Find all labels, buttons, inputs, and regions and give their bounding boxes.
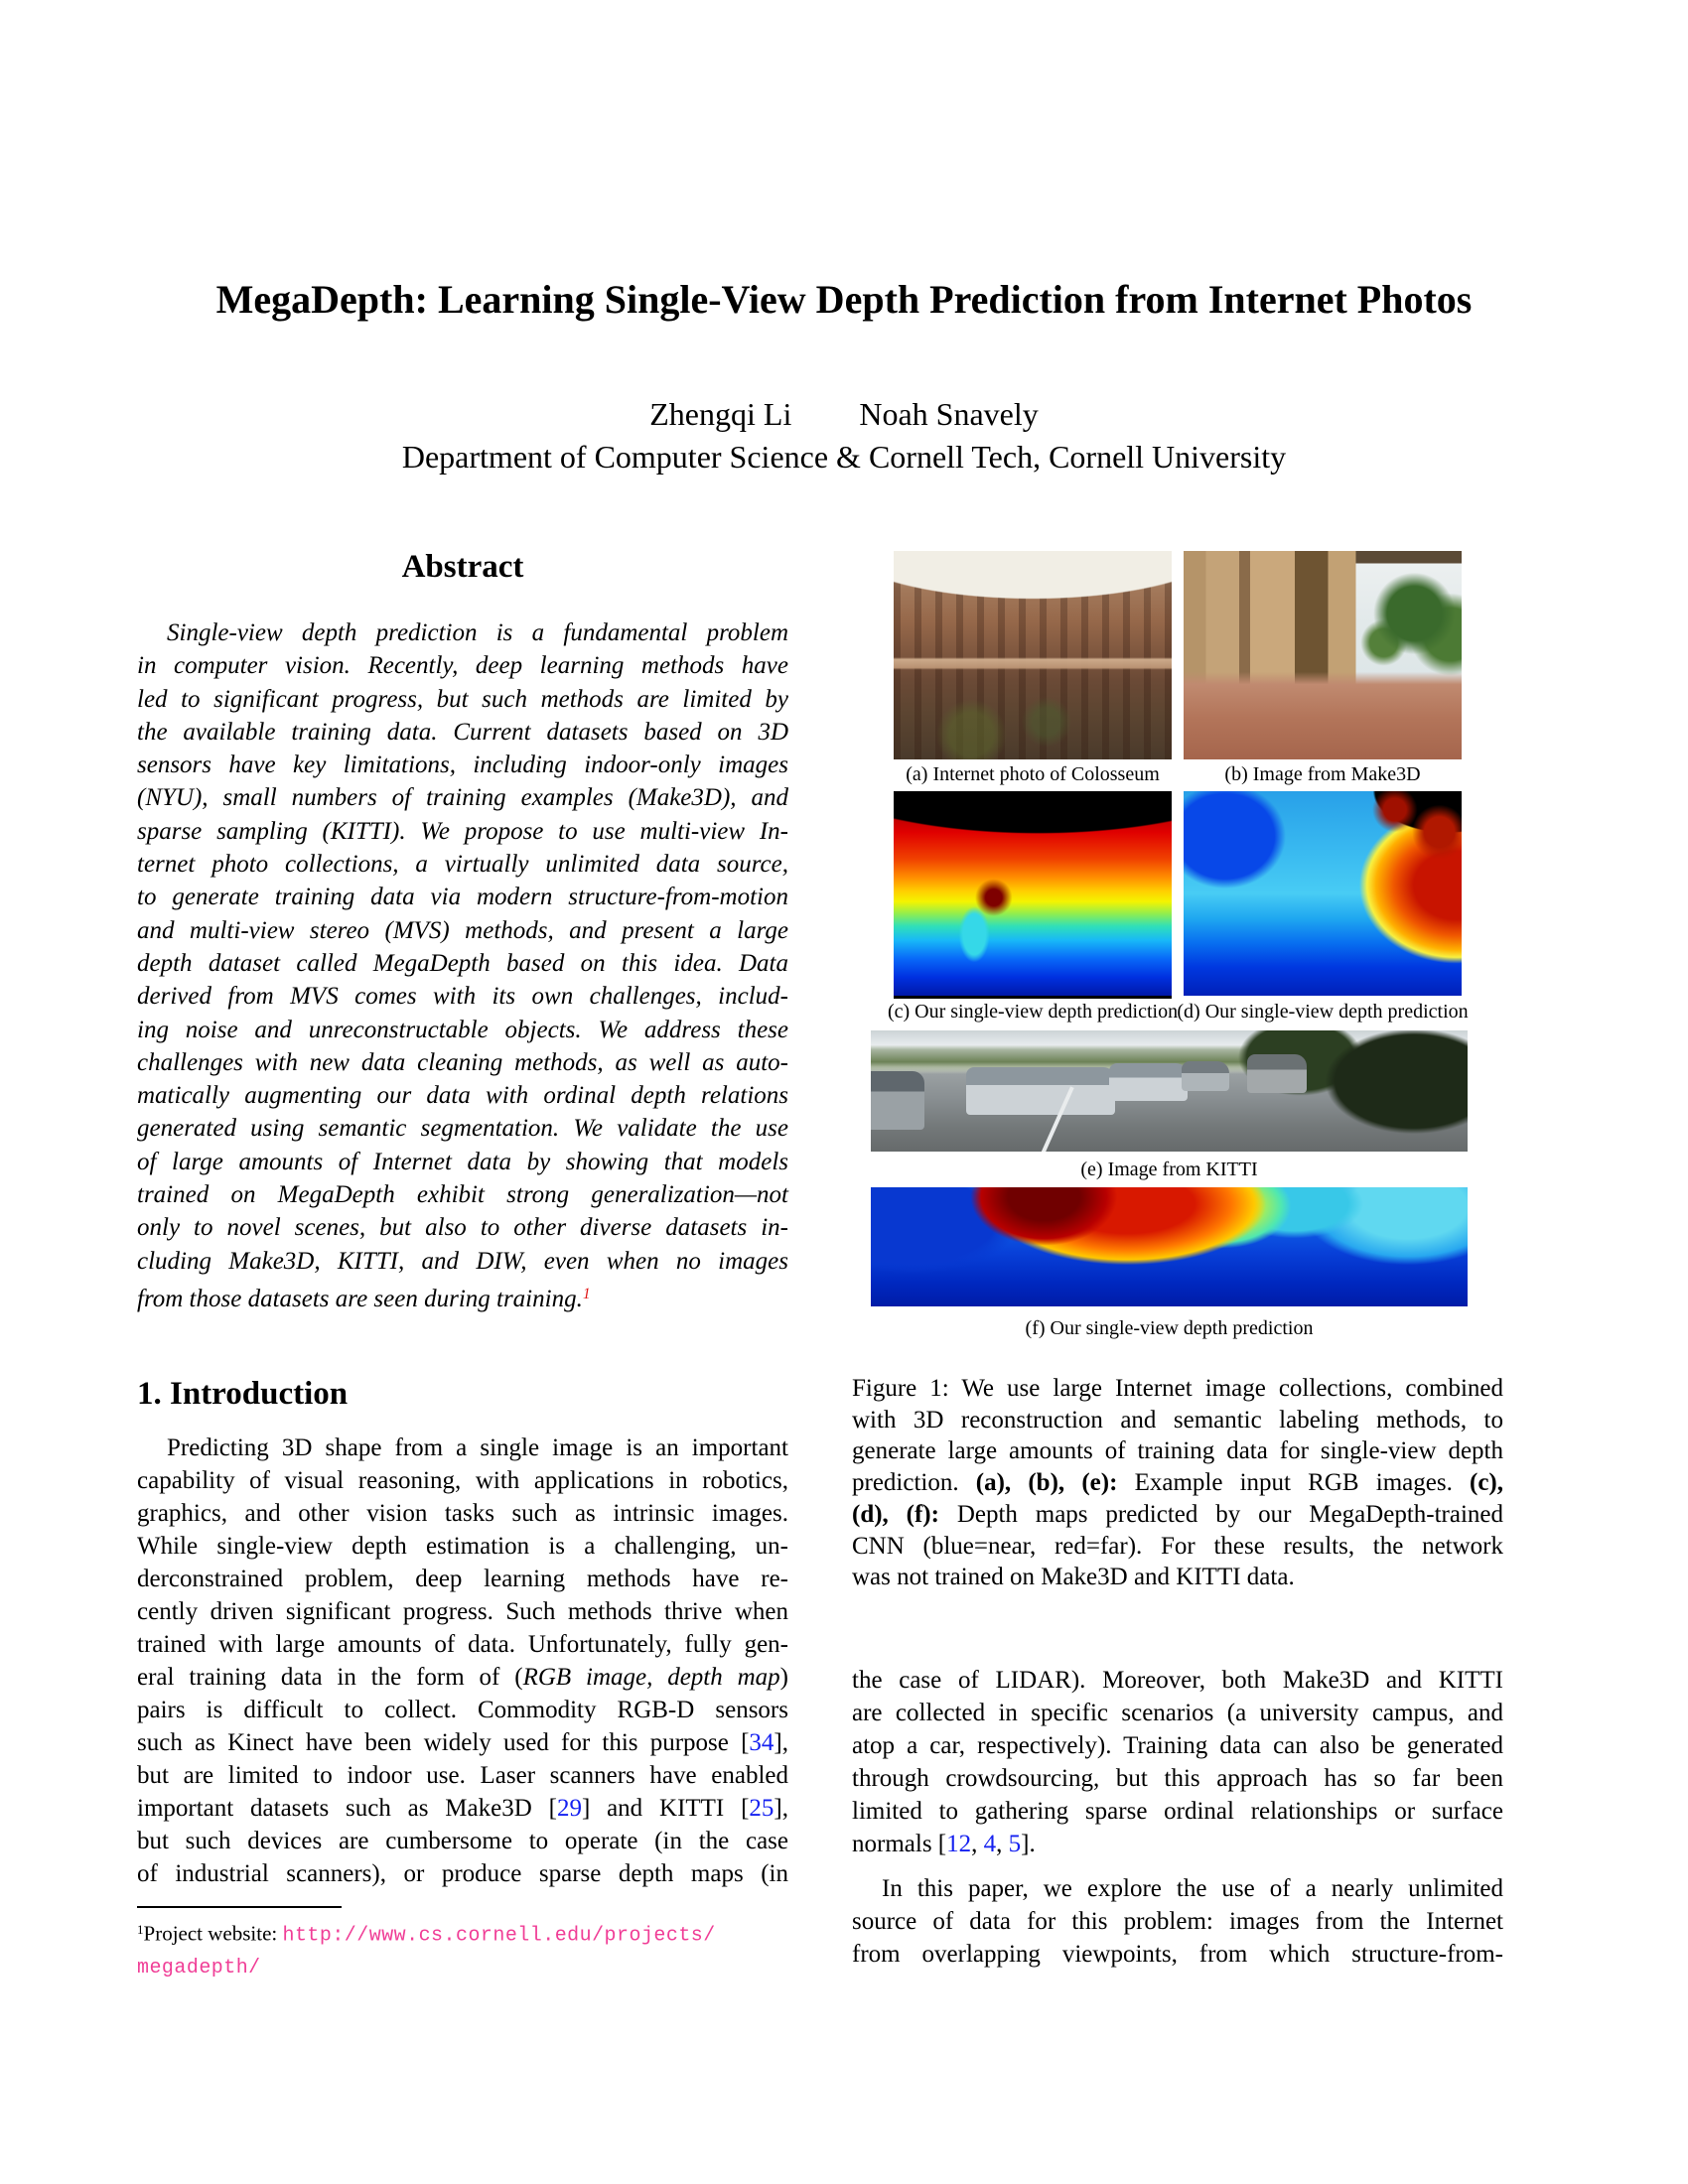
text-line: limited to gathering sparse ordinal relationships or surface [852, 1798, 1503, 1825]
abstract-heading: Abstract [401, 549, 524, 585]
text-line: only to novel scenes, but also to other diverse datasets in- [137, 1214, 788, 1242]
text-line: In this paper, we explore the use of a nearly unlimited [882, 1875, 1503, 1902]
subcaption-c: (c) Our single-view depth prediction [887, 1001, 1179, 1023]
car [1109, 1063, 1187, 1101]
text-line: to generate training data via modern structure-from-motion [137, 884, 788, 911]
subcaption-f: (f) Our single-view depth prediction [1025, 1317, 1314, 1339]
styled-text: (a), (b), (e): [975, 1469, 1118, 1497]
section-heading-introduction: 1. Introduction [137, 1376, 349, 1412]
footnote-rule [137, 1906, 342, 1908]
text-line: through crowdsourcing, but this approach has so far been [852, 1765, 1503, 1792]
text-line: ing noise and unreconstructable objects. We address these [137, 1016, 788, 1043]
text-line: matically augmenting our data with ordinal depth relations [137, 1082, 788, 1110]
affiliation: Department of Computer Science & Cornell Tech, Cornell University [401, 439, 1287, 475]
citation-link[interactable]: 25 [749, 1795, 774, 1822]
project-url-link[interactable]: megadepth/ [137, 1955, 261, 1979]
text-line: While single-view depth estimation is a challenging, un- [137, 1533, 788, 1560]
citation-link[interactable]: 29 [556, 1795, 582, 1822]
text-line: Figure 1: We use large Internet image collections, combined [852, 1375, 1503, 1402]
text-line: are collected in specific scenarios (a university campus, and [852, 1700, 1503, 1726]
figure-1-caption [852, 1373, 1503, 1593]
text-line: sensors have key limitations, including indoor-only images [137, 751, 788, 779]
authors-row [0, 396, 1688, 433]
subcaption-a: (a) Internet photo of Colosseum [906, 763, 1160, 785]
text-line: sparse sampling (KITTI). We propose to use multi-view In- [137, 817, 788, 845]
text-line: the case of LIDAR). Moreover, both Make3D and KITTI [852, 1667, 1503, 1694]
text-line: cluding Make3D, KITTI, and DIW, even when no images [137, 1247, 788, 1275]
introduction-text [137, 1432, 788, 1890]
text-line: with 3D reconstruction and semantic labeling methods, to [852, 1406, 1503, 1433]
paper-title: MegaDepth: Learning Single-View Depth Prediction from Internet Photos [215, 277, 1473, 322]
subcaption-b: (b) Image from Make3D [1224, 763, 1421, 785]
text-line: from overlapping viewpoints, from which structure-from- [852, 1941, 1503, 1968]
text-line: but are limited to indoor use. Laser scanners have enabled [137, 1762, 788, 1789]
citation-link[interactable]: 12 [946, 1831, 972, 1857]
text-line: graphics, and other vision tasks such as intrinsic images. [137, 1500, 788, 1527]
text-line: $^1$Project website: http://www.cs.cornell.edu/projects/ [137, 1921, 716, 1947]
car [1182, 1061, 1229, 1092]
text-line: from those datasets are seen during training.$^1$ [137, 1285, 591, 1312]
text-line: atop a car, respectively). Training data can also be generated [852, 1732, 1503, 1759]
text-line: cently driven significant progress. Such methods thrive when [137, 1598, 788, 1625]
citation-link[interactable]: 4 [983, 1831, 997, 1857]
text-line: eral training data in the form of (RGB image, depth map) [137, 1664, 788, 1691]
text-line: was not trained on Make3D and KITTI data. [852, 1564, 1295, 1591]
text-line: Single-view depth prediction is a fundamental problem [167, 619, 788, 646]
text-line: derived from MVS comes with its own challenges, includ- [137, 983, 788, 1011]
footnote-marker: 1 [137, 1922, 144, 1937]
text-line: derconstrained problem, deep learning methods have re- [137, 1566, 788, 1592]
body-paragraph-this-paper [852, 1872, 1503, 1971]
text-line: important datasets such as Make3D [29] and KITTI [25], [137, 1795, 788, 1822]
footnote [137, 1914, 788, 1982]
styled-text: RGB image, depth map [522, 1664, 780, 1691]
text-line: such as Kinect have been widely used for this purpose [34], [137, 1729, 788, 1756]
car [1247, 1054, 1307, 1093]
text-line: challenges with new data cleaning methods, as well as auto- [137, 1048, 788, 1076]
text-line: trained with large amounts of data. Unfortunately, fully gen- [137, 1631, 788, 1658]
kitti-photo [871, 1030, 1468, 1152]
text-line: capability of visual reasoning, with applications in robotics, [137, 1467, 788, 1494]
text-line: (d), (f): Depth maps predicted by our MegaDepth-trained [852, 1500, 1504, 1528]
author-1: Zhengqi Li [649, 396, 792, 432]
make3d-photo [1184, 551, 1462, 759]
citation-link[interactable]: 34 [749, 1729, 774, 1756]
text-line: in computer vision. Recently, deep learning methods have [137, 652, 788, 680]
text-line: trained on MegaDepth exhibit strong generalization—not [137, 1181, 788, 1209]
kitti-depth-map [871, 1187, 1468, 1306]
car [871, 1071, 924, 1130]
text-line: of industrial scanners), or produce sparse depth maps (in [137, 1860, 788, 1887]
abstract-text [137, 616, 788, 1315]
text-line: CNN (blue=near, red=far). For these results, the network [852, 1532, 1503, 1560]
text-line: Predicting 3D shape from a single image is an important [167, 1434, 788, 1461]
styled-text: (d), (f): [852, 1500, 939, 1528]
citation-link[interactable]: 5 [1008, 1831, 1022, 1857]
text-line: source of data for this problem: images from the Internet [852, 1908, 1503, 1935]
text-line: pairs is difficult to collect. Commodity RGB-D sensors [137, 1697, 788, 1723]
project-url-link[interactable]: http://www.cs.cornell.edu/projects/ [282, 1923, 716, 1947]
colosseum-photo [894, 551, 1172, 759]
text-line: generated using semantic segmentation. We validate the use [137, 1115, 788, 1143]
author-2: Noah Snavely [859, 396, 1039, 432]
subcaption-d: (d) Our single-view depth prediction [1177, 1001, 1469, 1023]
text-line [137, 1951, 788, 1982]
text-line: led to significant progress, but such methods are limited by [137, 685, 788, 713]
styled-text: (c), [1470, 1469, 1503, 1497]
text-line: the available training data. Current datasets based on 3D [137, 718, 788, 746]
colosseum-depth-map [894, 791, 1172, 999]
text-line: generate large amounts of training data for single-view depth [852, 1437, 1503, 1465]
text-line: ternet photo collections, a virtually unlimited data source, [137, 851, 788, 879]
subcaption-e: (e) Image from KITTI [1080, 1159, 1258, 1180]
text-line: depth dataset called MegaDepth based on this idea. Data [137, 949, 788, 977]
text-line: of large amounts of Internet data by showing that models [137, 1148, 788, 1175]
text-line: prediction. (a), (b), (e): Example input RGB images. (c), [852, 1469, 1503, 1497]
car [966, 1067, 1115, 1116]
body-paragraph-lidar [852, 1664, 1503, 1860]
text-line: but such devices are cumbersome to operate (in the case [137, 1828, 788, 1854]
text-line: and multi-view stereo (MVS) methods, and present a large [137, 916, 788, 944]
text-line: (NYU), small numbers of training examples (Make3D), and [137, 784, 788, 812]
text-line: normals [12, 4, 5]. [852, 1831, 1036, 1857]
footnote-marker: 1 [582, 1285, 591, 1302]
make3d-depth-map [1184, 791, 1462, 996]
